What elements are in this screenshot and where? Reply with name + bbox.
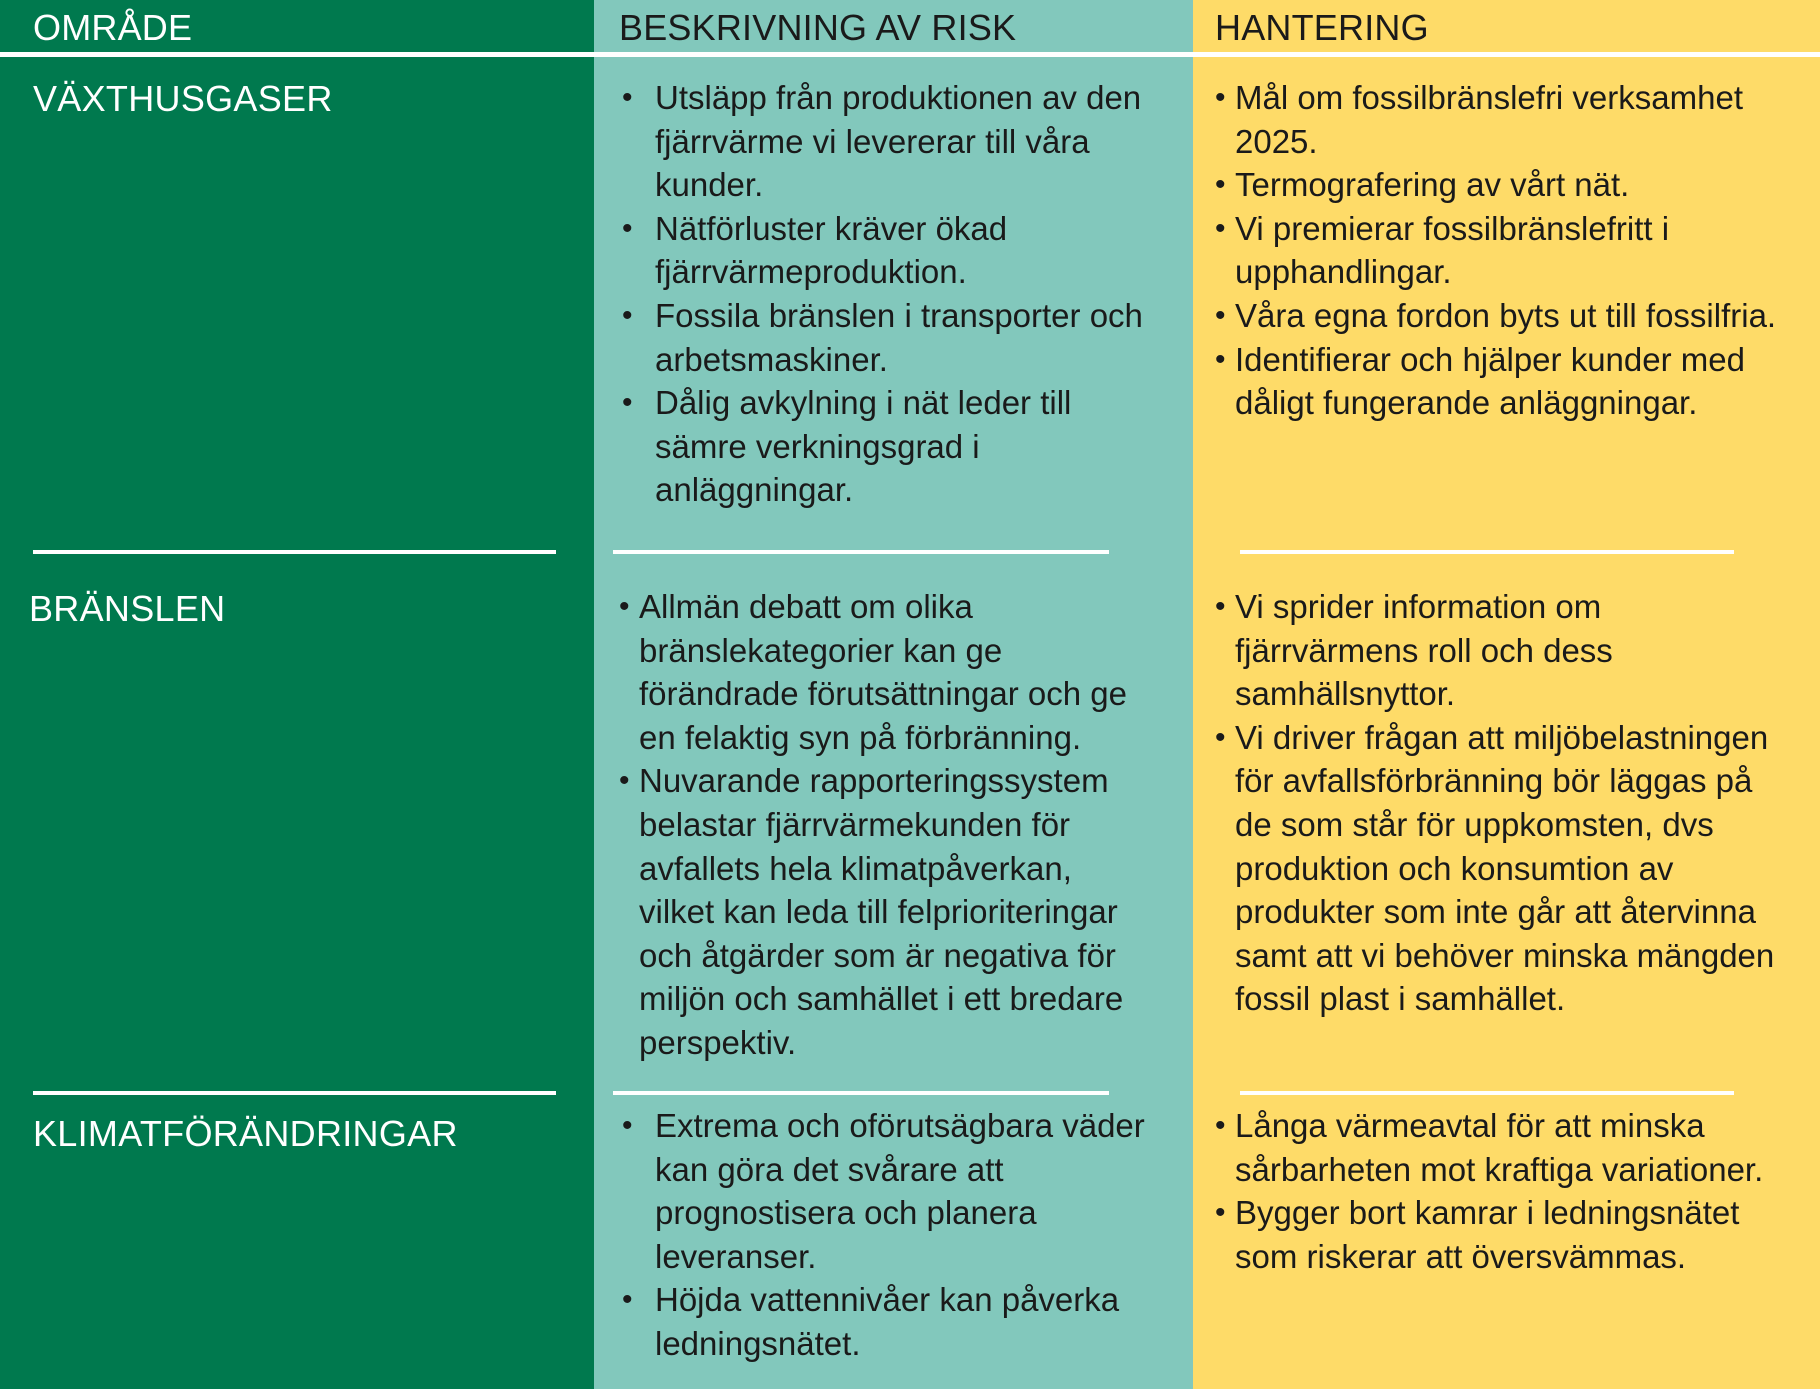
list-item: • Våra egna fordon byts ut till fossilfria. [1215, 296, 1777, 334]
row-divider-risk-2 [613, 1091, 1109, 1095]
row-divider-area-1 [33, 550, 556, 554]
list-item: • Utsläpp från produktionen av den fjärrvärme vi levererar till våra kunder. [622, 79, 1142, 204]
list-item: • Nätförluster kräver ökad fjärrvärmeproduktion. [622, 209, 1008, 291]
list-item: • Termografering av vårt nät. [1215, 166, 1630, 204]
management-list-row-2 [1215, 585, 1785, 1021]
area-title-row-2: BRÄNSLEN [29, 588, 226, 629]
list-item: • Vi premierar fossilbränslefritt i upphandlingar. [1215, 209, 1670, 291]
header-risk: BESKRIVNING AV RISK [619, 7, 1017, 48]
list-item: • Mål om fossilbränslefri verksamhet 2025. [1215, 79, 1743, 160]
row-divider-risk-1 [613, 550, 1109, 554]
row-divider-management-2 [1240, 1091, 1734, 1095]
list-item: • Identifierar och hjälper kunder med dåligt fungerande anläggningar. [1215, 340, 1745, 422]
header-area: OMRÅDE [33, 7, 193, 48]
list-item: • Vi sprider information om fjärrvärmens roll och dess samhällsnyttor. [1215, 588, 1613, 713]
list-item: • Vi driver frågan att miljöbelastningen för avfallsförbränning bör läggas på de som står för uppkomsten, dvs produktion och konsumtion av produkter som inte går att återvinna samt att vi behöver minska mängden fossil plast i samhället. [1215, 718, 1775, 1018]
area-title-row-3: KLIMATFÖRÄNDRINGAR [33, 1113, 458, 1154]
risk-list-row-2 [619, 585, 1139, 1065]
list-item: • Höjda vattennivåer kan påverka ledningsnätet. [622, 1281, 1120, 1362]
list-item: • Allmän debatt om olika bränslekategorier kan ge förändrade förutsättningar och ge en felaktig syn på förbränning. [619, 588, 1127, 756]
row-divider-management-1 [1240, 550, 1734, 554]
header-management: HANTERING [1215, 7, 1429, 48]
management-list-row-3 [1215, 1104, 1795, 1278]
header-divider [0, 52, 1820, 57]
area-column [0, 0, 594, 1389]
list-item: • Extrema och oförutsägbara väder kan göra det svårare att prognostisera och planera leveranser. [622, 1107, 1145, 1275]
management-list-row-1 [1215, 76, 1785, 425]
list-item: • Nuvarande rapporteringssystem belastar fjärrvärmekunden för avfallets hela klimatpåverkan, vilket kan leda till felprioriteringar och åtgärder som är negativa för miljön och samhället i ett bredare perspektiv. [619, 762, 1124, 1061]
list-item: • Fossila bränslen i transporter och arbetsmaskiner. [622, 296, 1143, 378]
risk-list-row-1 [619, 76, 1159, 512]
row-divider-area-2 [33, 1091, 556, 1095]
list-item: • Bygger bort kamrar i ledningsnätet som riskerar att översvämmas. [1215, 1194, 1740, 1275]
list-item: • Långa värmeavtal för att minska sårbarheten mot kraftiga variationer. [1215, 1107, 1764, 1188]
area-title-row-1: VÄXTHUSGASER [33, 78, 333, 119]
risk-list-row-3 [619, 1104, 1159, 1366]
list-item: • Dålig avkylning i nät leder till sämre verkningsgrad i anläggningar. [622, 384, 1072, 509]
